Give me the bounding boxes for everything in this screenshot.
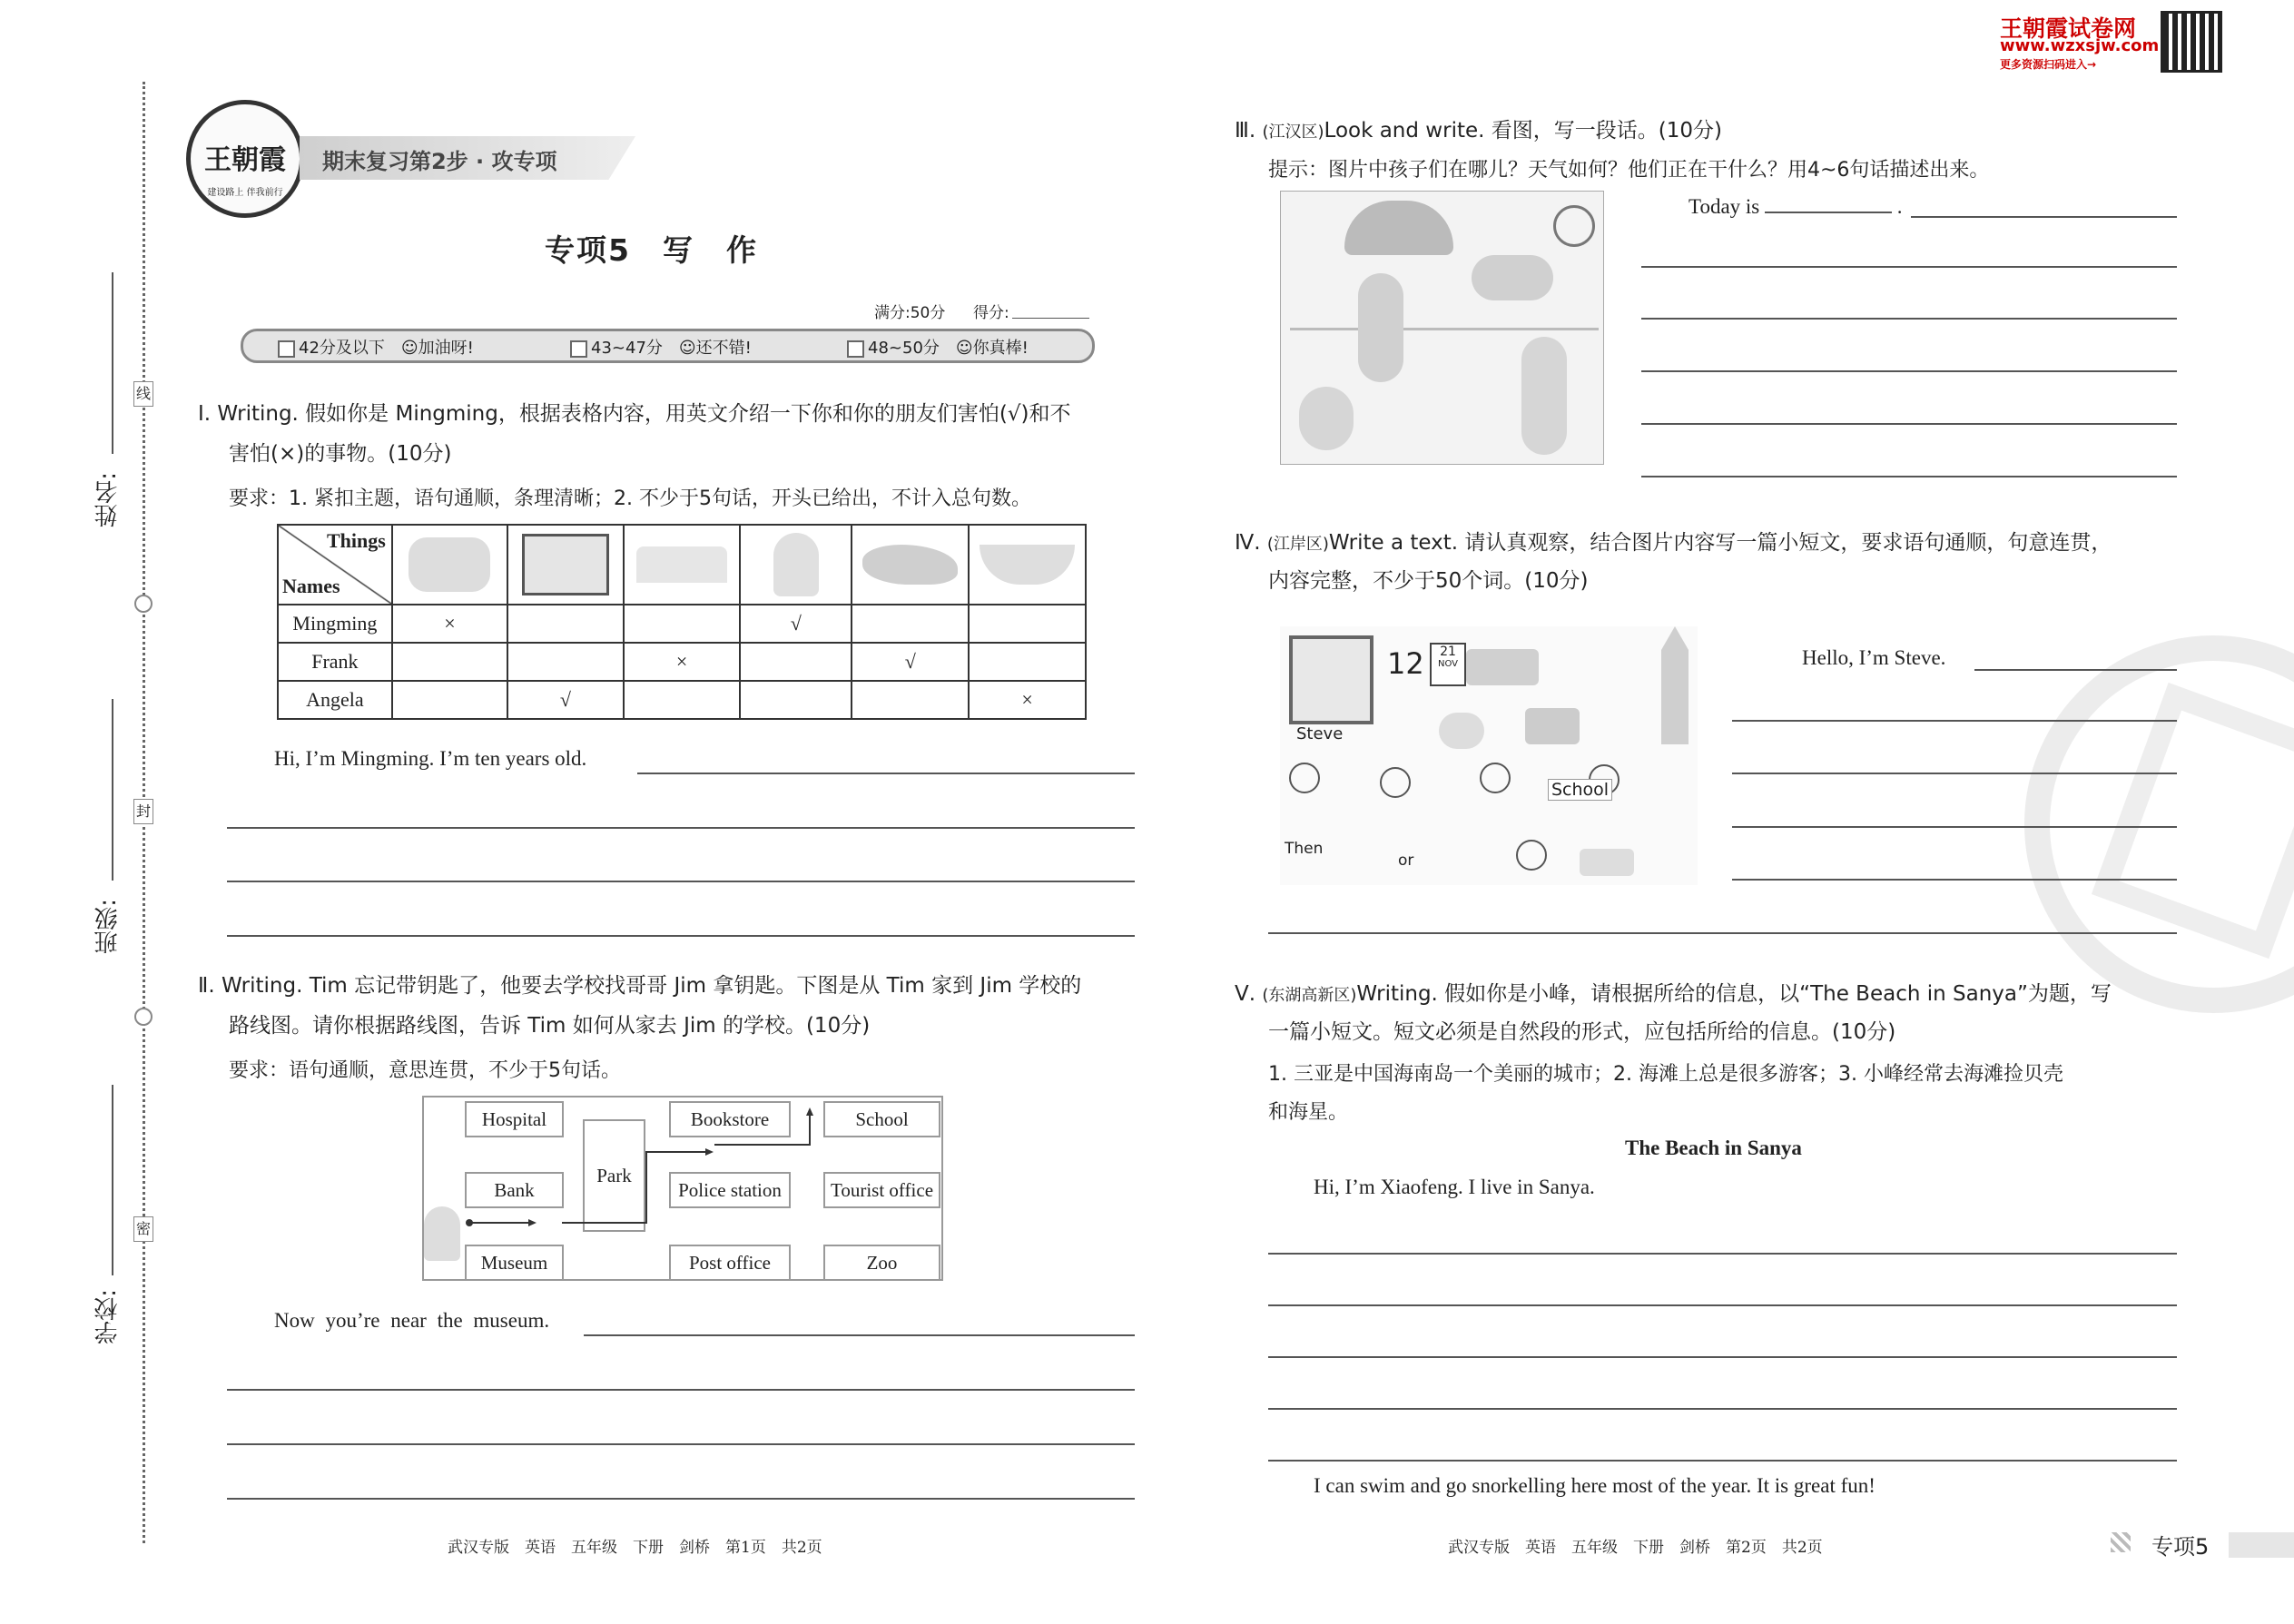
level-3[interactable]: 48~50分 ☺你真棒! [847, 335, 1029, 359]
table-row: Frank × √ [278, 643, 1086, 681]
q1-answer-line[interactable] [637, 773, 1135, 774]
table-row: Mingming × √ [278, 605, 1086, 643]
clock-icon [1380, 767, 1411, 798]
q3-answer-line[interactable] [1911, 216, 2177, 218]
sleeping-icon [636, 546, 727, 583]
bed-icon [1580, 849, 1634, 876]
q2-start: Now you’re near the museum. [274, 1309, 550, 1332]
q5-end: I can swim and go snorkelling here most of the year. It is great fun! [1314, 1474, 1876, 1497]
clock-icon [1516, 840, 1547, 871]
section-tag: 专项5 [2151, 1534, 2210, 1560]
school-sign: School [1548, 779, 1612, 801]
map-bank: Bank [465, 1172, 564, 1208]
class-label: 班级: [94, 899, 122, 954]
q1-prompt-2: 害怕(×)的事物。(10分) [229, 442, 452, 466]
q4-answer-line[interactable] [1974, 669, 2177, 671]
corner-pattern-icon [2111, 1532, 2131, 1552]
row-name: Frank [278, 643, 392, 681]
map-police-station: Police station [669, 1172, 791, 1208]
date-number: 12 [1387, 646, 1424, 681]
map-post-office: Post office [669, 1245, 791, 1281]
q1-answer-line[interactable] [227, 935, 1135, 937]
food-bowl-icon [980, 545, 1075, 585]
clock-icon [1480, 763, 1511, 793]
q5-answer-line[interactable] [1268, 1408, 2177, 1410]
thing-cell [740, 525, 852, 605]
school-label: 学校: [94, 1289, 122, 1344]
q3-answer-line[interactable] [1641, 318, 2177, 320]
table-corner: Things Names [278, 525, 392, 605]
site-slogan: 更多资源扫码进入→ [2000, 58, 2097, 71]
footer-left: 武汉专版 英语 五年级 下册 剑桥 第1页 共2页 [448, 1539, 822, 1557]
q5-answer-line[interactable] [1268, 1460, 2177, 1462]
map-bookstore: Bookstore [669, 1101, 791, 1137]
steve-photo-icon [1289, 635, 1373, 724]
or-label: or [1398, 851, 1414, 870]
site-name: 王朝霞试卷网 [2000, 15, 2137, 42]
sun-icon [1553, 205, 1595, 247]
logo-sub: 建设路上 伴我前行 [207, 188, 283, 198]
q1-answer-line[interactable] [227, 881, 1135, 882]
shore-icon [1290, 328, 1599, 330]
map-park: Park [583, 1119, 645, 1232]
palm-tree-icon [1344, 201, 1453, 255]
footer-right: 武汉专版 英语 五年级 下册 剑桥 第2页 共2页 [1448, 1539, 1823, 1557]
q2-answer-line[interactable] [227, 1498, 1135, 1500]
clock-icon [1289, 763, 1320, 793]
thing-cell [852, 525, 969, 605]
brand-logo [186, 100, 304, 218]
q1-start: Hi, I’m Mingming. I’m ten years old. [274, 747, 587, 770]
map-zoo: Zoo [823, 1245, 940, 1281]
logo-text: 王朝霞 [204, 144, 286, 176]
route-map [422, 1096, 943, 1281]
q4-answer-line[interactable] [1732, 826, 2177, 828]
map-tourist-office: Tourist office [823, 1172, 940, 1208]
q4-prompt-1: Ⅳ. (江岸区)Write a text. 请认真观察，结合图片内容写一篇小短文，要求语句通顺，句意连贯， [1235, 531, 2112, 555]
binding-hole [134, 1008, 153, 1026]
binding-hole [134, 595, 153, 613]
q2-answer-line[interactable] [584, 1334, 1135, 1336]
q2-answer-line[interactable] [227, 1443, 1135, 1445]
birthday-cake-icon [1466, 649, 1539, 685]
site-url[interactable]: www.wzxsjw.com [2000, 36, 2160, 55]
q3-hint: 提示：图片中孩子们在哪儿？天气如何？他们正在干什么？用4~6句话描述出来。 [1268, 159, 1990, 182]
q1-answer-line[interactable] [227, 827, 1135, 829]
piano-icon [1525, 708, 1580, 744]
q5-answer-line[interactable] [1268, 1304, 2177, 1306]
name-field[interactable] [112, 272, 113, 454]
q4-answer-line[interactable] [1732, 773, 2177, 774]
kids-icon [1439, 713, 1484, 749]
row-name: Mingming [278, 605, 392, 643]
q3-answer-line[interactable] [1641, 370, 2177, 372]
q3-start: Today is . [1689, 195, 1903, 218]
steve-picture [1280, 626, 1698, 885]
q4-start: Hello, I’m Steve. [1802, 646, 1946, 669]
score-field[interactable] [1012, 318, 1089, 319]
q4-answer-line[interactable] [1732, 879, 2177, 881]
thing-cell [507, 525, 624, 605]
row-name: Angela [278, 681, 392, 719]
q5-answer-line[interactable] [1268, 1253, 2177, 1255]
q5-essay-title: The Beach in Sanya [1625, 1137, 1802, 1159]
map-school: School [823, 1101, 940, 1137]
q4-answer-line[interactable] [1732, 720, 2177, 722]
q4-prompt-2: 内容完整，不少于50个词。(10分) [1268, 569, 1589, 593]
map-museum: Museum [465, 1245, 564, 1281]
seal-xian: 线 [133, 381, 153, 407]
tim-boy-icon [424, 1206, 460, 1261]
boy-icon [773, 533, 819, 596]
table-row: Angela √ × [278, 681, 1086, 719]
thing-cell [624, 525, 740, 605]
q5-start: Hi, I’m Xiaofeng. I live in Sanya. [1314, 1176, 1595, 1198]
name-label: 姓名: [94, 472, 122, 527]
q5-info-1: 1. 三亚是中国海南岛一个美丽的城市；2. 海滩上总是很多游客；3. 小峰经常去海滩捡贝壳 [1268, 1063, 2063, 1086]
q3-answer-line[interactable] [1641, 266, 2177, 268]
things-table [277, 524, 1087, 720]
beach-picture [1280, 191, 1604, 465]
score-level-bar [241, 329, 1095, 363]
level-2[interactable]: 43~47分 ☺还不错! [570, 335, 752, 359]
thing-cell [392, 525, 507, 605]
q2-requirement: 要求：语句通顺，意思连贯，不少于5句话。 [229, 1059, 621, 1082]
tag-bar [2229, 1532, 2294, 1558]
qr-code-icon[interactable] [2161, 11, 2222, 73]
score-label: 得分: [973, 304, 1009, 322]
full-score: 满分:50分 [874, 304, 946, 322]
school-field[interactable] [112, 1085, 113, 1275]
q3-answer-line[interactable] [1641, 423, 2177, 425]
q1-prompt-1: Ⅰ. Writing. 假如你是 Mingming，根据表格内容，用英文介绍一下你和你的朋友们害怕(√)和不 [198, 402, 1071, 426]
q5-prompt-2: 一篇小短文。短文必须是自然段的形式，应包括所给的信息。(10分) [1268, 1020, 1896, 1044]
q4-answer-line[interactable] [1268, 932, 2177, 934]
q3-prompt: Ⅲ. (江汉区)Look and write. 看图，写一段话。(10分) [1235, 119, 1722, 143]
then-label: Then [1285, 840, 1324, 858]
q5-prompt-1: Ⅴ. (东湖高新区)Writing. 假如你是小峰，请根据所给的信息，以“The Beach in Sanya”为题，写 [1235, 982, 2112, 1006]
class-field[interactable] [112, 699, 113, 881]
q2-prompt-1: Ⅱ. Writing. Tim 忘记带钥匙了，他要去学校找哥哥 Jim 拿钥匙。下图是从 Tim 家到 Jim 学校的 [198, 974, 1082, 998]
girl-icon [1358, 273, 1403, 382]
q5-answer-line[interactable] [1268, 1356, 2177, 1358]
bike-boy-icon [1299, 387, 1354, 450]
tv-monster-icon [522, 534, 609, 595]
clock-tower-icon [1661, 626, 1689, 744]
q5-info-2: 和海星。 [1268, 1101, 1349, 1124]
mouse-icon [409, 537, 490, 592]
q1-requirement: 要求：1. 紧扣主题，语句通顺，条理清晰；2. 不少于5句话，开头已给出，不计入总句数。 [229, 487, 1031, 510]
thing-cell [969, 525, 1086, 605]
route-arrows-icon [424, 1097, 941, 1279]
seal-feng: 封 [133, 799, 153, 824]
swimmer-icon [1472, 255, 1553, 300]
boy-icon [1521, 337, 1567, 455]
q2-answer-line[interactable] [227, 1389, 1135, 1391]
banner-text: 期末复习第2步 · 攻专项 [322, 149, 557, 174]
q3-answer-line[interactable] [1641, 476, 2177, 477]
q2-prompt-2: 路线图。请你根据路线图，告诉 Tim 如何从家去 Jim 的学校。(10分) [229, 1014, 871, 1038]
map-hospital: Hospital [465, 1101, 564, 1137]
calendar-icon: 21 NOV [1430, 643, 1466, 686]
seal-mi: 密 [133, 1216, 153, 1242]
wolf-icon [862, 545, 958, 585]
steve-label: Steve [1296, 724, 1344, 743]
page-title: 专项5 写 作 [545, 232, 758, 268]
level-1[interactable]: 42分及以下 ☺加油呀! [278, 335, 474, 359]
